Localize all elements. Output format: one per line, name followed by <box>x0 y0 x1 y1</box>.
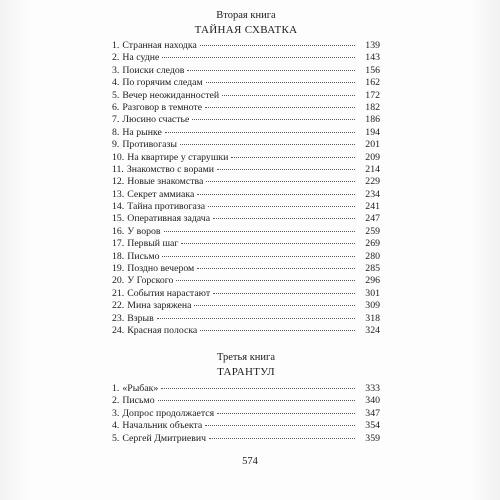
toc-entry-title: Поиски следов <box>122 64 185 76</box>
toc-entry-number: 6. <box>112 101 120 113</box>
toc-entry-title: Допрос продолжается <box>122 407 215 419</box>
toc-entry-title: Красная полоска <box>127 324 198 336</box>
toc-entry-dot-leader <box>164 231 355 232</box>
book2-toc <box>112 40 380 337</box>
toc-entry-title: Оперативная задача <box>127 213 211 225</box>
toc-entry-dot-leader <box>206 181 355 182</box>
toc-entry <box>112 65 380 77</box>
toc-entry <box>112 238 380 250</box>
toc-entry <box>112 152 380 164</box>
toc-entry-title: Письмо <box>127 250 160 262</box>
toc-entry-page: 139 <box>365 40 380 51</box>
toc-entry-title: Вечер неожиданностей <box>122 89 220 101</box>
toc-entry-number: 5. <box>112 432 120 444</box>
toc-entry <box>112 408 380 420</box>
toc-entry-number: 20. <box>112 275 125 287</box>
toc-entry-number: 2. <box>112 395 120 407</box>
toc-entry-page: 333 <box>365 383 380 394</box>
toc-entry-page: 359 <box>365 432 380 444</box>
toc-entry-dot-leader <box>213 293 355 294</box>
toc-entry-number: 11. <box>112 163 124 175</box>
book2-section <box>112 9 380 337</box>
toc-entry <box>112 40 380 52</box>
toc-entry-number: 1. <box>112 383 120 394</box>
toc-entry-title: Противогазы <box>122 139 177 151</box>
toc-entry-page: 229 <box>365 176 380 188</box>
toc-entry <box>112 383 380 395</box>
book3-section <box>112 351 380 445</box>
toc-entry <box>112 251 380 263</box>
toc-entry <box>112 189 380 201</box>
toc-entry-number: 24. <box>112 324 125 336</box>
toc-entry-number: 16. <box>112 225 125 237</box>
toc-entry-title: Мина заряжена <box>127 300 192 312</box>
toc-entry-dot-leader <box>162 256 355 257</box>
toc-entry-dot-leader <box>157 318 355 319</box>
toc-entry-number: 14. <box>112 201 125 213</box>
toc-entry-page: 247 <box>365 213 380 225</box>
toc-entry-page: 194 <box>365 126 380 138</box>
toc-entry-dot-leader <box>208 206 355 207</box>
toc-entry-title: «Рыбак» <box>122 383 159 394</box>
toc-entry-number: 23. <box>112 312 125 324</box>
toc-entry-page: 209 <box>365 151 380 163</box>
toc-entry-dot-leader <box>181 243 355 244</box>
toc-entry-page: 354 <box>365 420 380 432</box>
toc-entry-dot-leader <box>194 305 355 306</box>
toc-entry-page: 340 <box>365 395 380 407</box>
toc-entry-dot-leader <box>180 144 355 145</box>
toc-entry-dot-leader <box>206 82 355 83</box>
toc-entry-title: Взрыв <box>127 312 154 324</box>
toc-entry-title: У Горского <box>127 275 174 287</box>
toc-entry-page: 285 <box>365 263 380 275</box>
toc-entry-number: 3. <box>112 407 120 419</box>
toc-entry-dot-leader <box>192 119 355 120</box>
toc-entry-number: 2. <box>112 52 120 64</box>
toc-entry <box>112 213 380 225</box>
toc-entry-page: 186 <box>365 114 380 126</box>
toc-entry-dot-leader <box>231 157 355 158</box>
toc-entry-dot-leader <box>187 70 355 71</box>
toc-entry <box>112 114 380 126</box>
toc-entry-number: 22. <box>112 300 125 312</box>
toc-entry-dot-leader <box>222 95 355 96</box>
toc-entry-number: 7. <box>112 114 120 126</box>
toc-entry <box>112 420 380 432</box>
toc-entry-dot-leader <box>213 218 355 219</box>
book3-title: ТАРАНТУЛ <box>217 366 275 378</box>
toc-entry-number: 8. <box>112 126 120 138</box>
toc-entry-dot-leader <box>162 57 355 58</box>
toc-entry <box>112 226 380 238</box>
toc-entry <box>112 90 380 102</box>
toc-entry-number: 10. <box>112 151 125 163</box>
toc-entry <box>112 325 380 337</box>
toc-entry <box>112 176 380 188</box>
toc-entry <box>112 201 380 213</box>
toc-entry-dot-leader <box>217 413 355 414</box>
toc-entry-dot-leader <box>158 400 355 401</box>
toc-entry-page: 182 <box>365 101 380 113</box>
toc-entry-dot-leader <box>165 132 355 133</box>
toc-entry-number: 13. <box>112 188 125 200</box>
toc-entry-number: 9. <box>112 139 120 151</box>
toc-entry-dot-leader <box>209 438 355 439</box>
toc-entry <box>112 77 380 89</box>
toc-entry-page: 172 <box>365 89 380 101</box>
toc-entry-title: Знакомство с ворами <box>126 163 215 175</box>
toc-entry-number: 15. <box>112 213 125 225</box>
toc-entry-dot-leader <box>197 194 355 195</box>
toc-entry-title: Первый шаг <box>127 238 179 250</box>
toc-entry-title: По горячим следам <box>122 77 203 89</box>
toc-entry-title: Странная находка <box>122 40 197 51</box>
toc-entry-page: 318 <box>365 312 380 324</box>
toc-entry-page: 156 <box>365 64 380 76</box>
toc-entry <box>112 275 380 287</box>
toc-entry-dot-leader <box>161 388 355 389</box>
toc-entry-page: 143 <box>365 52 380 64</box>
toc-entry-dot-leader <box>200 330 355 331</box>
toc-entry-dot-leader <box>205 425 355 426</box>
toc-entry-number: 19. <box>112 263 125 275</box>
toc-entry-number: 21. <box>112 287 125 299</box>
book2-title: ТАЙНАЯ СХВАТКА <box>194 24 298 36</box>
toc-entry-number: 3. <box>112 64 120 76</box>
toc-entry-title: Начальник объекта <box>122 420 203 432</box>
toc-entry <box>112 164 380 176</box>
toc-entry-page: 301 <box>365 287 380 299</box>
toc-entry-page: 269 <box>365 238 380 250</box>
toc-entry-number: 17. <box>112 238 125 250</box>
toc-entry-number: 18. <box>112 250 125 262</box>
toc-entry-dot-leader <box>176 280 355 281</box>
toc-entry <box>112 102 380 114</box>
toc-entry-title: У воров <box>127 225 161 237</box>
toc-entry-page: 201 <box>365 139 380 151</box>
toc-entry-page: 241 <box>365 201 380 213</box>
toc-entry-dot-leader <box>205 107 355 108</box>
toc-entry <box>112 300 380 312</box>
toc-entry-title: Секрет аммиака <box>127 188 195 200</box>
toc-entry <box>112 52 380 64</box>
toc-entry-number: 5. <box>112 89 120 101</box>
toc-entry-title: Письмо <box>122 395 155 407</box>
toc-entry-page: 324 <box>365 324 380 336</box>
toc-entry-title: На судне <box>122 52 160 64</box>
toc-entry <box>112 433 380 445</box>
toc-entry-page: 162 <box>365 77 380 89</box>
toc-entry-page: 347 <box>365 407 380 419</box>
toc-entry-page: 214 <box>365 163 380 175</box>
toc-entry-title: Люсино счастье <box>122 114 190 126</box>
toc-entry-dot-leader <box>197 268 355 269</box>
toc-entry-title: На квартире у старушки <box>127 151 229 163</box>
toc-entry-page: 280 <box>365 250 380 262</box>
toc-entry-number: 4. <box>112 420 120 432</box>
toc-entry-title: Новые знакомства <box>127 176 204 188</box>
toc-entry-page: 234 <box>365 188 380 200</box>
toc-entry-number: 4. <box>112 77 120 89</box>
toc-entry-title: Сергей Дмитриевич <box>122 432 207 444</box>
toc-entry <box>112 288 380 300</box>
toc-entry-number: 1. <box>112 40 120 51</box>
toc-entry-page: 259 <box>365 225 380 237</box>
toc-entry-title: На рынке <box>122 126 162 138</box>
toc-entry-title: Поздно вечером <box>127 263 195 275</box>
toc-entry-page: 309 <box>365 300 380 312</box>
page-number: 574 <box>242 456 258 467</box>
toc-entry <box>112 395 380 407</box>
toc-entry-dot-leader <box>200 45 355 46</box>
toc-entry <box>112 139 380 151</box>
toc-entry-page: 296 <box>365 275 380 287</box>
toc-entry-title: Разговор в темноте <box>122 101 203 113</box>
book2-label: Вторая книга <box>216 10 276 21</box>
book3-label: Третья книга <box>216 352 276 363</box>
toc-entry <box>112 263 380 275</box>
book3-toc <box>112 383 380 445</box>
toc-entry <box>112 313 380 325</box>
toc-entry-dot-leader <box>217 169 355 170</box>
toc-entry-title: События нарастают <box>127 287 211 299</box>
toc-entry <box>112 127 380 139</box>
toc-entry-number: 12. <box>112 176 125 188</box>
toc-entry-title: Тайна противогаза <box>127 201 206 213</box>
